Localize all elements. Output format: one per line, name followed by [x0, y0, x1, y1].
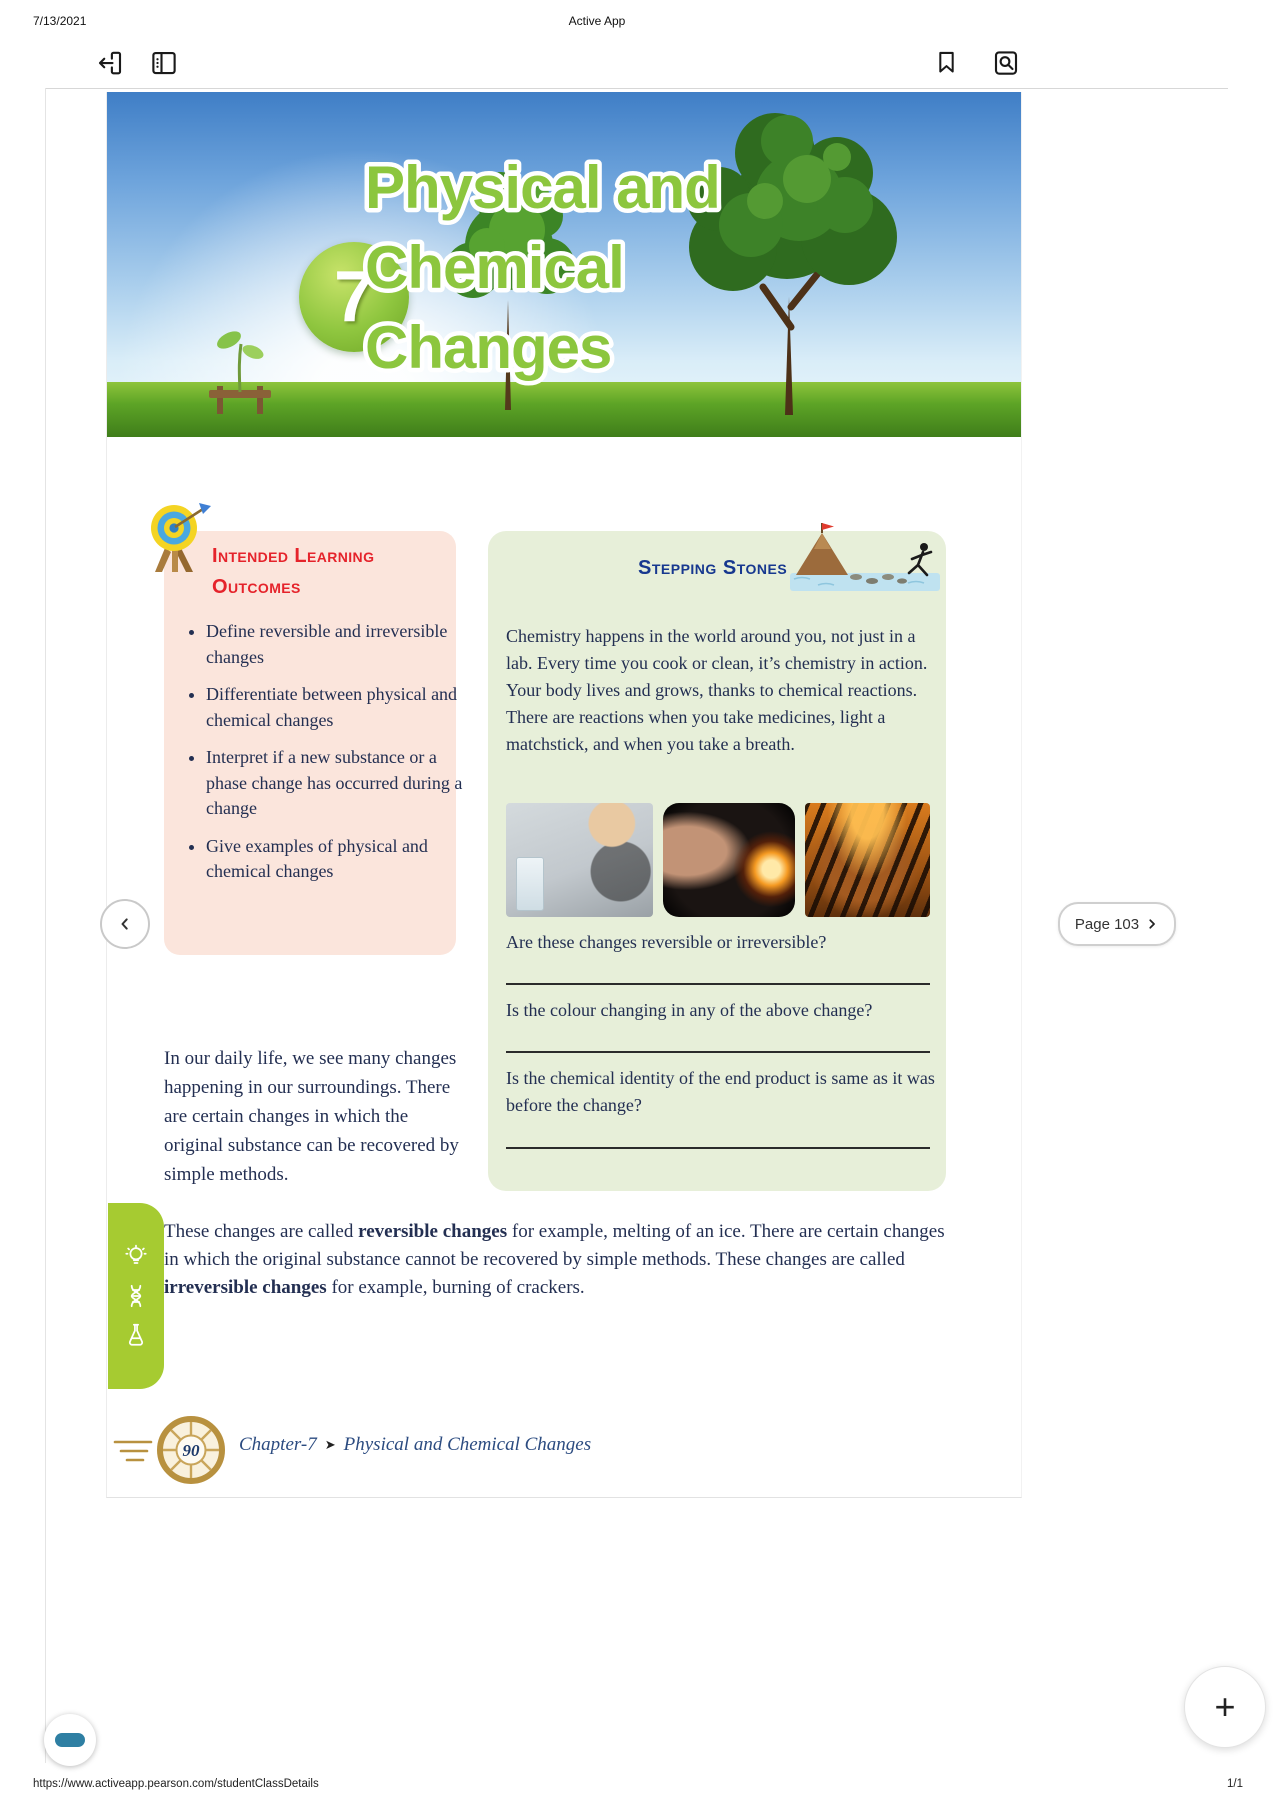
photo-row — [506, 803, 930, 917]
arrow-icon: ➤ — [324, 1437, 336, 1452]
photo-lighting-matchstick — [663, 803, 796, 917]
outcome-item: • Interpret if a new substance or a phase change has occurred during a change — [206, 745, 474, 822]
chapter-title — [357, 140, 817, 437]
body-text: for example, melting of an ice. There are certain changes in which the original substance cannot be recovered by simple methods. These changes are called — [164, 1221, 945, 1270]
photo-grilling-meat — [805, 803, 930, 917]
question-3: Is the chemical identity of the end product is same as it was before the change? — [506, 1068, 935, 1115]
subject-side-tab[interactable] — [108, 1203, 164, 1389]
outcome-item: • Define reversible and irreversible changes — [206, 619, 474, 670]
answer-line — [506, 1051, 930, 1053]
photo-taking-medicine — [506, 803, 653, 917]
chapter-number: 7 — [333, 257, 375, 337]
body-text: for example, burning of crackers. — [326, 1277, 585, 1298]
flask-icon — [123, 1322, 149, 1348]
title-line-2: Chemical — [365, 234, 624, 301]
reader-panel-icon[interactable] — [149, 48, 179, 78]
outcome-item: • Give examples of physical and chemical changes — [206, 834, 474, 885]
term-reversible-changes: reversible changes — [358, 1221, 508, 1242]
annotation-toggle-button[interactable] — [44, 1714, 96, 1766]
body-paragraph-full — [164, 1218, 956, 1302]
sapling-illustration — [195, 314, 285, 419]
plus-icon: + — [1214, 1686, 1236, 1727]
body-text: These changes are called — [164, 1221, 359, 1242]
chapter-footer — [239, 1434, 591, 1456]
page-number-medal — [113, 1410, 233, 1488]
chevron-right-icon — [1145, 917, 1159, 931]
next-page-button[interactable] — [1058, 902, 1176, 946]
next-page-label: Page 103 — [1074, 915, 1140, 933]
print-url: https://www.activeapp.pearson.com/studentClassDetails — [33, 1778, 319, 1790]
dna-icon — [123, 1283, 149, 1309]
stepping-heading: Stepping Stones — [638, 557, 788, 579]
print-page-indicator: 1/1 — [1227, 1778, 1243, 1790]
answer-line — [506, 983, 930, 985]
bulb-icon — [123, 1244, 149, 1270]
outcomes-heading-line2: Outcomes — [212, 576, 301, 598]
chapter-footer-title: Physical and Chemical Changes — [343, 1434, 592, 1455]
outcomes-heading-line1: Intended Learning — [212, 545, 375, 567]
print-title: Active App — [568, 14, 626, 28]
print-date: 7/13/2021 — [33, 14, 87, 28]
question-1: Are these changes reversible or irreversible? — [506, 932, 827, 952]
outcome-item: • Differentiate between physical and chemical changes — [206, 682, 474, 733]
target-dart-icon — [141, 500, 213, 576]
page-search-icon[interactable] — [991, 48, 1021, 78]
highlighter-icon — [55, 1733, 85, 1747]
body-paragraph-left: In our daily life, we see many changes happening in our surroundings. There are certain changes in which the original substance can be recovered by simple methods. — [164, 1048, 459, 1185]
toolbar-divider — [45, 88, 1228, 89]
chapter-header-image — [107, 92, 1021, 437]
zoom-in-button[interactable] — [1184, 1666, 1266, 1748]
exit-icon[interactable] — [95, 48, 125, 78]
bookmark-icon[interactable] — [933, 49, 960, 76]
chapter-label: Chapter-7 — [239, 1434, 317, 1455]
outcomes-list — [170, 619, 484, 897]
learning-outcomes-box — [164, 531, 463, 955]
term-irreversible-changes: irreversible changes — [164, 1277, 327, 1298]
prev-page-button[interactable] — [100, 899, 150, 949]
answer-line — [506, 1147, 930, 1149]
page-number: 90 — [182, 1441, 200, 1460]
stepping-intro: Chemistry happens in the world around you, not just in a lab. Every time you cook or clean, it’s chemistry in action. Your body lives and grows, thanks to chemical reactions. There are reactions when you take medicines, light a matchstick, and when you take a breath. — [506, 626, 928, 754]
question-2: Is the colour changing in any of the above change? — [506, 1000, 873, 1020]
chevron-left-icon — [115, 914, 135, 934]
stepping-stones-illustration — [788, 521, 943, 597]
stepping-stones-box — [488, 531, 946, 1191]
outcomes-heading — [212, 541, 442, 603]
textbook-page — [106, 92, 1022, 1498]
title-line-3: Changes — [365, 314, 612, 381]
left-margin-line — [45, 88, 46, 1763]
title-line-1: Physical and — [365, 154, 720, 221]
